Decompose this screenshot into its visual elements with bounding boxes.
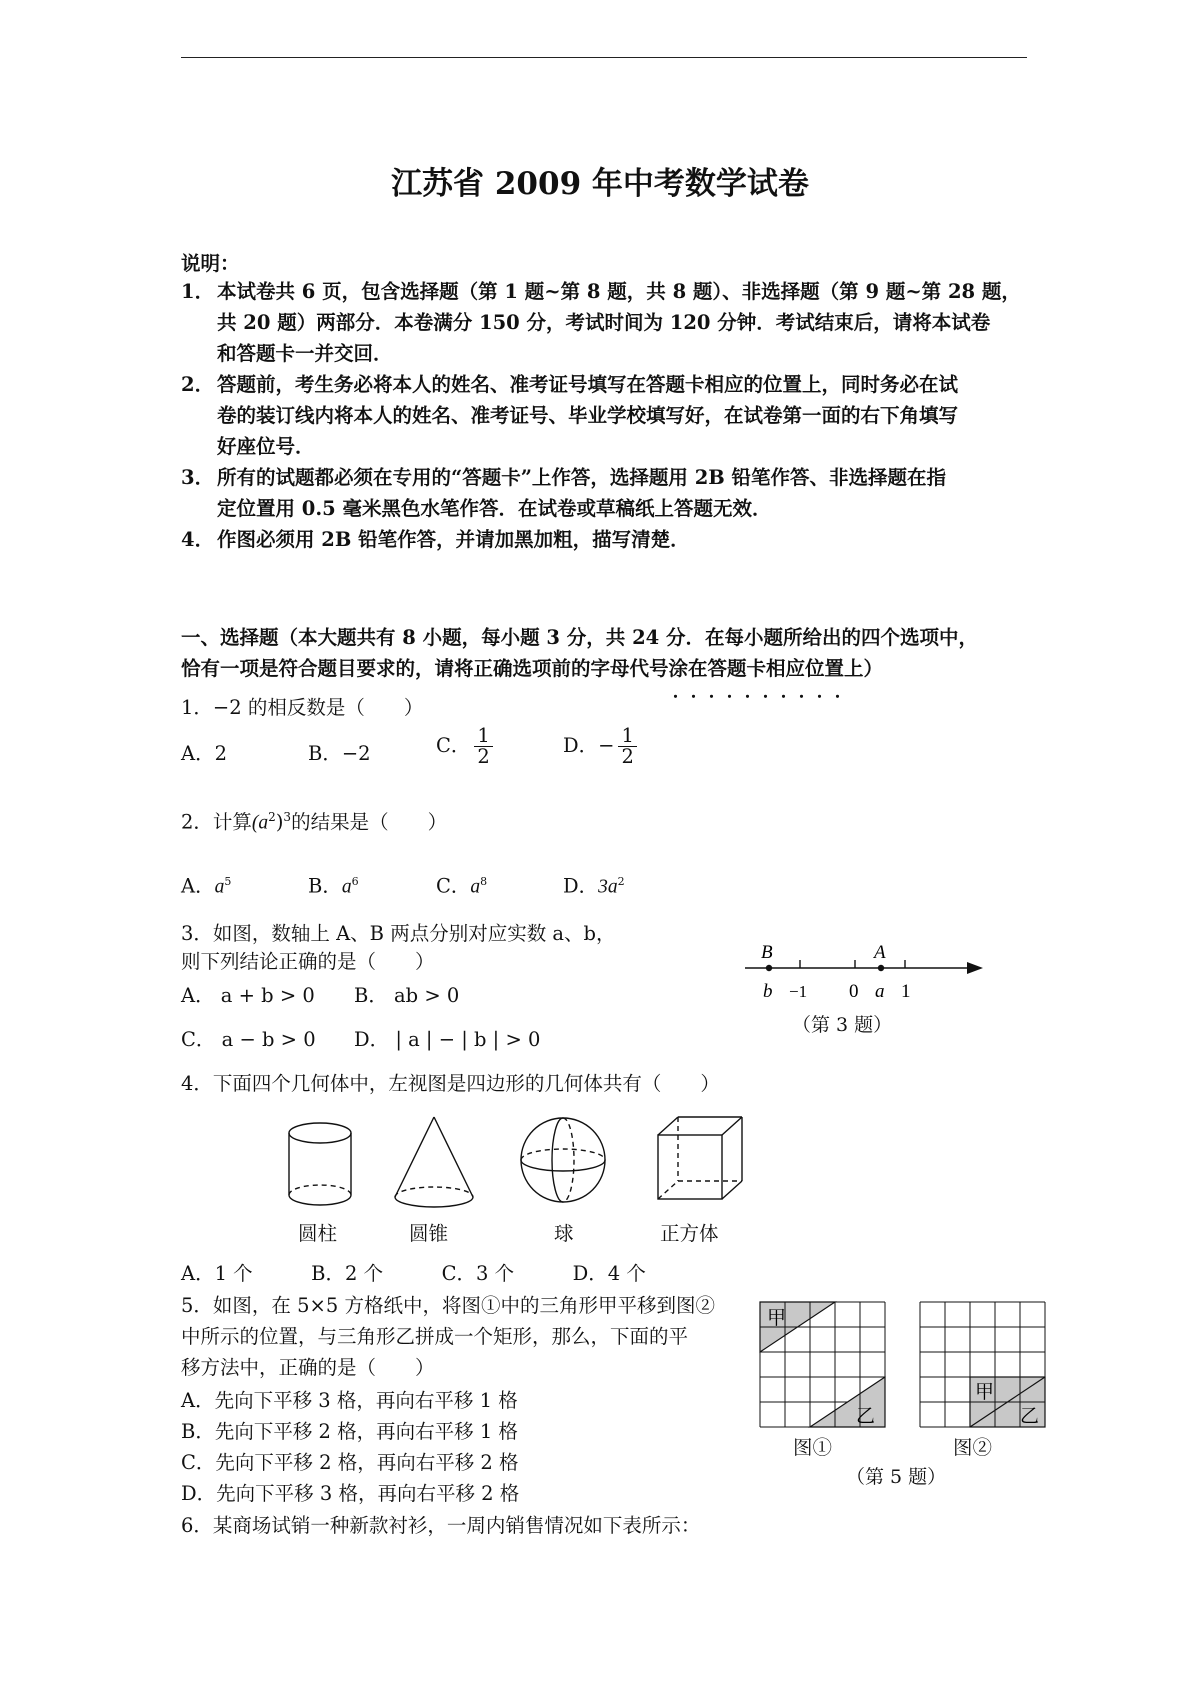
q5-option-b: B．先向下平移 2 格，再向右平移 1 格: [181, 1420, 518, 1443]
q1-option-c: [436, 726, 497, 767]
q2-option-d: [563, 866, 625, 903]
exponent: 6: [351, 875, 359, 888]
label: A．: [181, 874, 215, 898]
note-number: 4．: [181, 528, 215, 551]
arrow-head-icon: [967, 962, 983, 974]
note-text: 作图必须用 2B 铅笔作答，并请加黑加粗，描写清楚．: [217, 528, 690, 551]
section1-line2-post: ）: [863, 657, 884, 680]
label-yi: 乙: [1020, 1406, 1040, 1427]
section1-line2: [181, 653, 884, 706]
note-text: 本试卷共 6 页，包含选择题（第 1 题~第 8 题，共 8 题）、非选择题（第 9 题~第 28 题，: [217, 280, 1021, 303]
q5-caption: （第 5 题）: [846, 1466, 947, 1488]
label-jia: 甲: [975, 1382, 995, 1403]
denominator: 2: [621, 745, 634, 768]
header-rule: [181, 57, 1027, 58]
solid-label-cube: 正方体: [660, 1222, 719, 1245]
note-line: [181, 462, 1021, 493]
section1-line2-emphasis: [668, 657, 864, 706]
q4-stem: 4．下面四个几何体中，左视图是四边形的几何体共有（ ）: [181, 1072, 720, 1095]
base: a: [341, 876, 352, 898]
exponent: 8: [480, 875, 488, 888]
q5-grid-figure-2: [918, 1300, 1046, 1428]
note-text: 卷的装订线内将本人的姓名、准考证号、毕业学校填写好，在试卷第一面的右下角填写: [217, 404, 959, 427]
q3-option-d: D． | a | − | b | > 0: [354, 1028, 541, 1051]
notes-heading: 说明：: [181, 252, 240, 275]
note-text: 定位置用 0.5 毫米黑色水笔作答．在试卷或草稿纸上答题无效．: [217, 497, 772, 520]
base: a: [214, 876, 225, 898]
q3-caption: （第 3 题）: [792, 1014, 893, 1036]
q1-option-b: B．−2: [308, 742, 371, 765]
note-number: 2．: [181, 373, 215, 396]
solid-label-cylinder: 圆柱: [298, 1222, 338, 1245]
q1-option-c-fraction: [474, 726, 492, 767]
q2-stem-post: 的结果是（ ）: [291, 810, 448, 834]
q3-stem-line2: 则下列结论正确的是（ ）: [181, 950, 435, 973]
page-title: 江苏省 2009 年中考数学试卷: [391, 166, 809, 202]
cube-icon: [658, 1117, 742, 1199]
q1-option-a: A．2: [181, 742, 227, 765]
q2-option-c: [436, 866, 487, 903]
note-text: 和答题卡一并交回．: [217, 342, 393, 365]
q2-option-a: [181, 866, 231, 903]
label-a: a: [875, 981, 885, 1002]
notes-list: [181, 276, 1021, 555]
q1-option-d-label: D．−: [563, 734, 615, 757]
q3-number-line-figure: [735, 942, 985, 1012]
label-yi: 乙: [856, 1406, 876, 1427]
q5-stem-line2: 中所示的位置，与三角形乙拼成一个矩形，那么，下面的平: [181, 1325, 689, 1348]
q2-stem-pre: 2．计算: [181, 810, 252, 834]
emphasis-dots: ・・・・・・・・・・: [668, 690, 849, 706]
note-line: [181, 369, 1021, 400]
note-line: [181, 493, 1021, 524]
q5-stem-line3: 移方法中，正确的是（ ）: [181, 1356, 435, 1379]
q2-stem: [181, 802, 447, 839]
q1-option-d-fraction: [618, 726, 636, 767]
q5-option-a: A．先向下平移 3 格，再向右平移 1 格: [181, 1389, 518, 1412]
note-line: [181, 431, 1021, 462]
base: 3a: [598, 876, 618, 898]
note-number: 3．: [181, 466, 215, 489]
exponent: 5: [224, 875, 232, 888]
q5-fig2-label: 图②: [953, 1436, 993, 1459]
label-neg1: −1: [789, 982, 808, 1001]
numerator: 1: [474, 726, 492, 747]
numerator: 1: [618, 726, 636, 747]
q3-option-a: A． a + b > 0: [181, 984, 315, 1007]
solid-label-sphere: 球: [554, 1222, 574, 1245]
exponent: 2: [617, 875, 625, 888]
cone-icon: [395, 1117, 473, 1207]
note-line: [181, 338, 1021, 369]
note-line: [181, 524, 1021, 555]
q2-inner-exp: 2: [268, 810, 276, 824]
q3-stem-line1: 3．如图，数轴上 A、B 两点分别对应实数 a、b，: [181, 922, 616, 945]
note-text: 好座位号．: [217, 435, 315, 458]
q2-outer-exp: 3: [283, 810, 292, 824]
q1-option-c-label: C．: [436, 734, 471, 757]
label-one: 1: [901, 981, 911, 1002]
label-B: B: [761, 942, 773, 963]
q5-option-d: D．先向下平移 3 格，再向右平移 2 格: [181, 1482, 520, 1505]
note-text: 答题前，考生务必将本人的姓名、准考证号填写在答题卡相应的位置上，同时务必在试: [217, 373, 959, 396]
label-A: A: [874, 942, 886, 963]
q5-fig1-label: 图①: [793, 1436, 833, 1459]
denominator: 2: [477, 745, 490, 768]
point-b-dot: [766, 965, 772, 971]
q5-stem-line1: 5．如图，在 5×5 方格纸中，将图①中的三角形甲平移到图②: [181, 1294, 715, 1317]
q4-options: A．1 个 B．2 个 C．3 个 D．4 个: [181, 1262, 646, 1285]
label: B．: [308, 874, 342, 898]
point-a-dot: [878, 965, 884, 971]
emphasis-text: 涂在答题卡相应位置上: [668, 657, 864, 680]
label: C．: [436, 874, 471, 898]
note-number: 1．: [181, 280, 215, 303]
q3-option-b: B． ab > 0: [354, 984, 460, 1007]
note-line: [181, 400, 1021, 431]
note-text: 所有的试题都必须在专用的“答题卡”上作答，选择题用 2B 铅笔作答、非选择题在指: [217, 466, 947, 489]
section1-line1: 一、选择题（本大题共有 8 小题，每小题 3 分，共 24 分．在每小题所给出的四个选项中，: [181, 626, 979, 649]
q4-solids-figure: [280, 1115, 760, 1210]
q6-stem: 6．某商场试销一种新款衬衫，一周内销售情况如下表所示：: [181, 1514, 701, 1537]
label-jia: 甲: [767, 1308, 787, 1329]
note-text: 共 20 题）两部分．本卷满分 150 分，考试时间为 120 分钟．考试结束后，请将本试卷: [217, 311, 991, 334]
q2-close-paren: ): [275, 810, 284, 834]
label-zero: 0: [849, 981, 859, 1002]
label-b: b: [763, 981, 773, 1002]
base: a: [470, 876, 481, 898]
section1-line2-pre: 恰有一项是符合题目要求的，请将正确选项前的字母代号: [181, 657, 669, 680]
q2-option-b: [308, 866, 359, 903]
note-line: [181, 276, 1021, 307]
label: D．: [563, 874, 599, 898]
q5-grid-figure-1: [758, 1300, 886, 1428]
q1-stem: 1．−2 的相反数是（ ）: [181, 696, 424, 719]
cylinder-icon: [289, 1123, 351, 1205]
note-line: [181, 307, 1021, 338]
solid-label-cone: 圆锥: [409, 1222, 449, 1245]
q5-option-c: C．先向下平移 2 格，再向右平移 2 格: [181, 1451, 519, 1474]
q3-option-c: C． a − b > 0: [181, 1028, 316, 1051]
q1-option-d: [563, 726, 641, 767]
q2-base: (a: [251, 812, 269, 834]
sphere-icon: [521, 1118, 605, 1202]
